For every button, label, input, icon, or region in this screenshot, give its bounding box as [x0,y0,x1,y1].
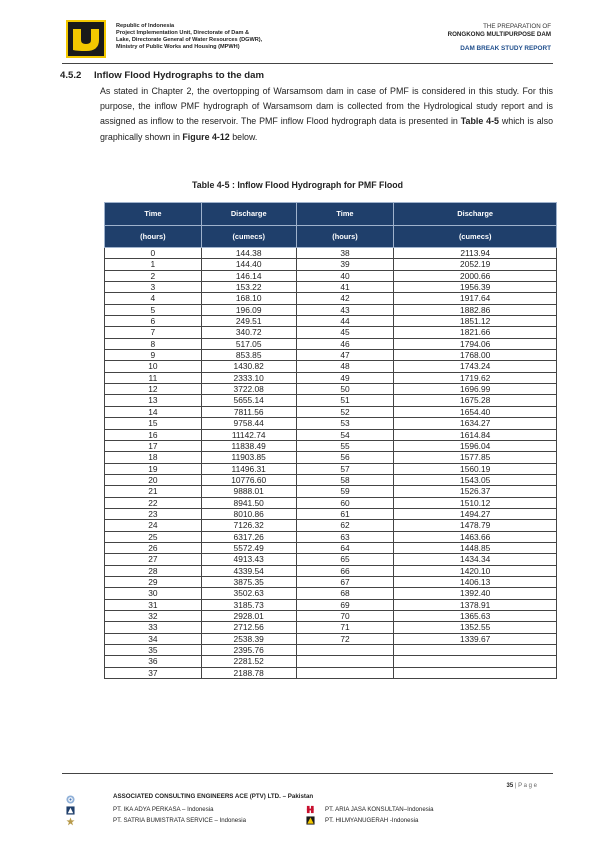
table-cell: 1365.63 [394,611,557,622]
table-units-row [105,225,557,248]
table-cell: 19 [105,463,202,474]
table-cell: 2052.19 [394,259,557,270]
table-row [105,565,557,576]
table-cell: 11903.85 [201,452,296,463]
table-cell: 6 [105,316,202,327]
table-cell: 64 [296,542,394,553]
table-cell: 3502.63 [201,588,296,599]
table-row [105,622,557,633]
table-cell: 3722.08 [201,384,296,395]
table-row [105,463,557,474]
table-cell: 2928.01 [201,611,296,622]
table-cell: 41 [296,282,394,293]
table-cell: 2538.39 [201,633,296,644]
table-cell: 53 [296,418,394,429]
table-cell: 48 [296,361,394,372]
table-cell: 144.40 [201,259,296,270]
table-cell: 61 [296,508,394,519]
section-heading [60,70,264,81]
table-reference-link[interactable]: Table 4-5 [460,116,499,127]
table-cell: 853.85 [201,350,296,361]
table-cell: 1560.19 [394,463,557,474]
table-row [105,361,557,372]
page-number: 35 | P a g e [506,783,537,789]
table-cell: 24 [105,520,202,531]
table-row [105,486,557,497]
table-cell: 37 [105,667,202,678]
table-cell: 3185.73 [201,599,296,610]
table-caption: Table 4-5 : Inflow Flood Hydrograph for PMF Flood [192,180,403,190]
table-cell: 52 [296,406,394,417]
table-cell: 1448.85 [394,542,557,553]
table-cell: 42 [296,293,394,304]
table-cell: 196.09 [201,304,296,315]
table-cell: 57 [296,463,394,474]
ministry-header [116,23,302,51]
figure-reference-link[interactable]: Figure 4-12 [182,131,230,142]
table-cell: 21 [105,486,202,497]
table-cell: 36 [105,656,202,667]
table-cell: 144.38 [201,248,296,259]
table-cell: 2333.10 [201,372,296,383]
table-cell: 1352.55 [394,622,557,633]
header-left-line: Lake, Directorate General of Water Resources (DGWR), [116,37,263,43]
table-cell: 2188.78 [201,667,296,678]
table-cell: 70 [296,611,394,622]
table-cell: 51 [296,395,394,406]
column-unit: (cumecs) [394,225,557,248]
table-cell: 13 [105,395,202,406]
partner-ika: PT. IKA ADYA PERKASA – Indonesia [113,806,214,813]
table-row [105,611,557,622]
page-number-value: 35 [506,783,514,789]
header-preparation: THE PREPARATION OF [483,23,551,30]
table-cell: 517.05 [201,338,296,349]
table-cell: 15 [105,418,202,429]
table-cell: 2281.52 [201,656,296,667]
table-row [105,667,557,678]
table-cell: 5 [105,304,202,315]
table-cell: 3875.35 [201,576,296,587]
table-row [105,508,557,519]
table-cell: 2712.56 [201,622,296,633]
table-cell [296,667,394,678]
column-unit: (hours) [105,225,202,248]
ika-logo-icon [66,806,75,815]
table-row [105,599,557,610]
table-row [105,429,557,440]
table-cell: 28 [105,565,202,576]
table-cell: 146.14 [201,270,296,281]
table-cell: 71 [296,622,394,633]
table-cell: 11142.74 [201,429,296,440]
table-cell: 10 [105,361,202,372]
table-row [105,531,557,542]
table-cell: 1526.37 [394,486,557,497]
table-cell: 9 [105,350,202,361]
table-cell: 30 [105,588,202,599]
table-cell: 1743.24 [394,361,557,372]
table-cell: 65 [296,554,394,565]
table-row [105,588,557,599]
table-row [105,350,557,361]
table-cell: 1956.39 [394,282,557,293]
table-row [105,395,557,406]
table-cell: 1478.79 [394,520,557,531]
table-cell: 1463.66 [394,531,557,542]
table-cell: 38 [296,248,394,259]
table-cell: 18 [105,452,202,463]
table-row [105,316,557,327]
table-row [105,440,557,451]
table-cell: 1406.13 [394,576,557,587]
column-header: Time [105,203,202,226]
section-title: Inflow Flood Hydrographs to the dam [94,70,265,81]
table-cell: 27 [105,554,202,565]
table-cell: 10776.60 [201,474,296,485]
table-cell: 7 [105,327,202,338]
table-cell: 59 [296,486,394,497]
header-project-name: RONGKONG MULTIPURPOSE DAM [447,31,551,38]
table-cell: 22 [105,497,202,508]
table-cell: 8941.50 [201,497,296,508]
table-cell: 249.51 [201,316,296,327]
table-row [105,656,557,667]
project-header [448,23,551,53]
paragraph-text: which is also graphically shown in [100,116,554,142]
table-cell: 58 [296,474,394,485]
table-cell: 56 [296,452,394,463]
header-left-line: Republic of Indonesia [116,23,175,29]
footer-divider [62,773,553,774]
table-row [105,293,557,304]
column-unit: (cumecs) [201,225,296,248]
table-cell: 1768.00 [394,350,557,361]
table-cell: 67 [296,576,394,587]
table-cell: 1430.82 [201,361,296,372]
table-cell: 7811.56 [201,406,296,417]
hilmyanugerah-logo-icon [306,816,315,825]
table-cell: 45 [296,327,394,338]
table-cell: 49 [296,372,394,383]
section-number: 4.5.2 [60,70,82,81]
table-cell: 16 [105,429,202,440]
table-cell: 39 [296,259,394,270]
partner-hilmyanugerah: PT. HILMYANUGERAH -Indonesia [325,817,419,824]
table-cell: 2000.66 [394,270,557,281]
table-cell: 0 [105,248,202,259]
table-cell: 4913.43 [201,554,296,565]
table-cell: 11496.31 [201,463,296,474]
table-row [105,406,557,417]
pu-logo-icon [66,20,106,58]
paragraph-text: below. [229,131,258,142]
table-cell: 12 [105,384,202,395]
table-cell: 2 [105,270,202,281]
table-cell: 5655.14 [201,395,296,406]
table-cell: 2395.76 [201,645,296,656]
table-cell: 168.10 [201,293,296,304]
table-cell: 8010.86 [201,508,296,519]
table-cell: 33 [105,622,202,633]
table-cell: 40 [296,270,394,281]
table-cell: 1719.62 [394,372,557,383]
table-cell: 46 [296,338,394,349]
header-left-line: Ministry of Public Works and Housing (MPWH) [116,44,240,50]
table-cell: 8 [105,338,202,349]
table-cell: 1882.86 [394,304,557,315]
table-row [105,282,557,293]
table-cell: 29 [105,576,202,587]
table-cell: 17 [105,440,202,451]
table-cell: 1596.04 [394,440,557,451]
table-cell: 60 [296,497,394,508]
table-row [105,645,557,656]
table-row [105,633,557,644]
table-row [105,304,557,315]
table-cell: 1420.10 [394,565,557,576]
table-row [105,576,557,587]
table-cell: 1654.40 [394,406,557,417]
table-cell: 1392.40 [394,588,557,599]
table-cell: 1339.67 [394,633,557,644]
satria-logo-icon [66,817,75,826]
partner-satria: PT. SATRIA BUMISTRATA SERVICE – Indonesia [113,817,246,824]
table-cell: 1821.66 [394,327,557,338]
table-cell: 66 [296,565,394,576]
table-row [105,384,557,395]
table-cell: 55 [296,440,394,451]
table-cell: 1494.27 [394,508,557,519]
table-cell: 1675.28 [394,395,557,406]
table-cell: 9758.44 [201,418,296,429]
table-cell [296,656,394,667]
table-cell: 14 [105,406,202,417]
table-cell: 32 [105,611,202,622]
table-cell: 69 [296,599,394,610]
table-cell: 153.22 [201,282,296,293]
table-cell: 1577.85 [394,452,557,463]
table-row [105,542,557,553]
column-header: Time [296,203,394,226]
table-cell: 1794.06 [394,338,557,349]
paragraph-text: As stated in Chapter 2, the overtopping of Warsamsom dam in case of PMF is considered in this study. For this purpose, the inflow PMF hydrograph of Warsamsom dam is collected from the Hydrological study report and is assigned as inflow to the reservoir. The PMF inflow Flood hydrograph data is presented in [100,86,553,127]
table-body [105,248,557,679]
table-cell: 11 [105,372,202,383]
column-header: Discharge [394,203,557,226]
table-cell: 25 [105,531,202,542]
table-cell: 1 [105,259,202,270]
table-cell: 63 [296,531,394,542]
table-cell [394,667,557,678]
table-cell: 47 [296,350,394,361]
table-row [105,338,557,349]
header-left-line: Project Implementation Unit, Directorate of Dam & [116,30,250,36]
table-row [105,270,557,281]
table-cell: 44 [296,316,394,327]
table-cell [394,645,557,656]
table-row [105,372,557,383]
column-unit: (hours) [296,225,394,248]
table-row [105,520,557,531]
table-cell: 4339.54 [201,565,296,576]
body-paragraph [100,84,553,145]
table-cell: 11838.49 [201,440,296,451]
table-cell: 1917.64 [394,293,557,304]
table-cell: 62 [296,520,394,531]
table-cell [394,656,557,667]
header-report-name: DAM BREAK STUDY REPORT [460,45,551,52]
table-cell: 1634.27 [394,418,557,429]
table-cell: 1851.12 [394,316,557,327]
table-cell: 2113.94 [394,248,557,259]
page-label: P a g e [518,783,537,789]
table-cell: 68 [296,588,394,599]
table-cell: 6317.26 [201,531,296,542]
table-cell: 54 [296,429,394,440]
table-cell: 5572.49 [201,542,296,553]
table-row [105,418,557,429]
partner-aria-jasa: PT. ARIA JASA KONSULTAN–Indonesia [325,806,434,813]
table-cell: 50 [296,384,394,395]
table-cell: 1510.12 [394,497,557,508]
table-cell [296,645,394,656]
table-cell: 20 [105,474,202,485]
table-cell: 43 [296,304,394,315]
table-cell: 1696.99 [394,384,557,395]
table-cell: 7126.32 [201,520,296,531]
table-cell: 26 [105,542,202,553]
hydrograph-table [104,202,557,679]
table-row [105,259,557,270]
table-row [105,474,557,485]
table-row [105,452,557,463]
header-divider [62,63,553,64]
table-cell: 1614.84 [394,429,557,440]
table-cell: 72 [296,633,394,644]
table-row [105,497,557,508]
ace-company-name: ASSOCIATED CONSULTING ENGINEERS ACE (PTV) LTD. – Pakistan [113,793,314,800]
table-cell: 23 [105,508,202,519]
column-header: Discharge [201,203,296,226]
table-row [105,248,557,259]
table-row [105,554,557,565]
aria-jasa-logo-icon [306,805,315,814]
table-cell: 3 [105,282,202,293]
table-cell: 340.72 [201,327,296,338]
table-cell: 35 [105,645,202,656]
table-cell: 9888.01 [201,486,296,497]
table-cell: 4 [105,293,202,304]
table-header-row [105,203,557,226]
table-cell: 1378.91 [394,599,557,610]
table-cell: 1434.34 [394,554,557,565]
table-cell: 34 [105,633,202,644]
table-row [105,327,557,338]
table-cell: 31 [105,599,202,610]
table-cell: 1543.05 [394,474,557,485]
ace-globe-icon [66,795,75,804]
